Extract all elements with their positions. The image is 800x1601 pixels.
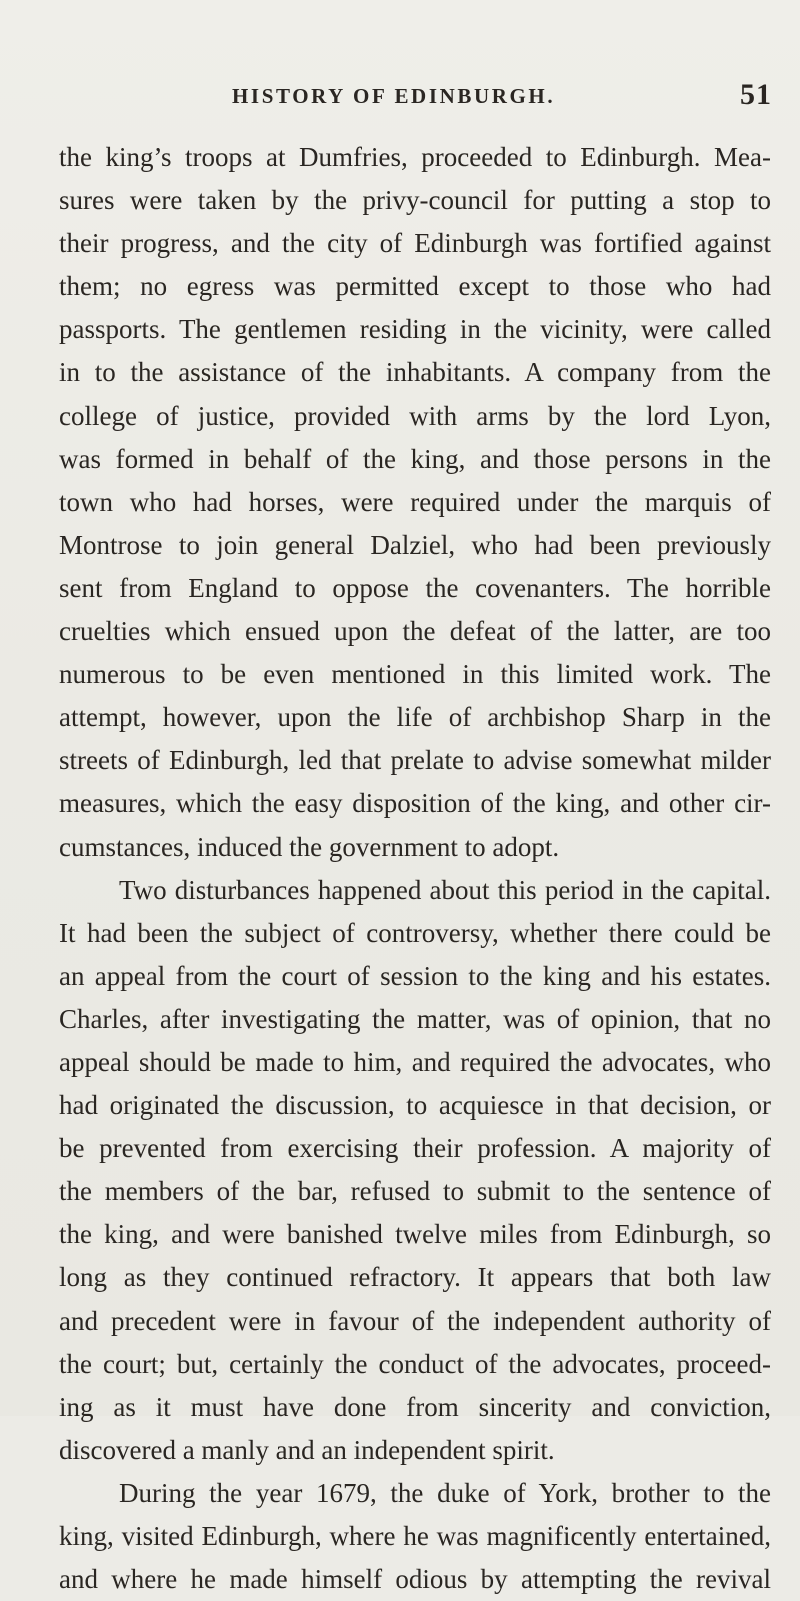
text-line: Charles, after investigating the matter, was of opinion, that no: [59, 1003, 771, 1034]
text-line: was formed in behalf of the king, and those persons in the: [59, 443, 771, 474]
running-head: [232, 76, 772, 116]
text-line: their progress, and the city of Edinburgh was fortified against: [59, 228, 771, 259]
text-line: It had been the subject of controversy, whether there could be: [59, 917, 771, 948]
paragraph-first-line: During the year 1679, the duke of York, brother to the: [119, 1477, 771, 1508]
text-line: sent from England to oppose the covenanters. The horrible: [59, 572, 771, 603]
text-line: numerous to be even mentioned in this limited work. The: [59, 659, 771, 690]
text-line: town who had horses, were required under the marquis of: [59, 486, 771, 517]
paragraph-first-line: Two disturbances happened about this period in the capital.: [119, 874, 771, 905]
text-line: ing as it must have done from sincerity and conviction,: [59, 1391, 771, 1422]
running-title: HISTORY OF EDINBURGH.: [232, 84, 556, 108]
page-number: 51: [740, 78, 772, 111]
text-line: them; no egress was permitted except to those who had: [59, 271, 771, 302]
text-line: streets of Edinburgh, led that prelate to advise somewhat milder: [59, 745, 771, 776]
text-line: college of justice, provided with arms by the lord Lyon,: [59, 400, 771, 431]
text-line: and where he made himself odious by attempting the revival: [59, 1564, 771, 1595]
text-line: the king’s troops at Dumfries, proceeded to Edinburgh. Mea-: [59, 142, 771, 172]
text-line: the court; but, certainly the conduct of the advocates, proceed-: [59, 1348, 771, 1379]
paragraph-last-line: cumstances, induced the government to adopt.: [59, 831, 560, 862]
text-line: and precedent were in favour of the independent authority of: [59, 1305, 771, 1336]
text-line: an appeal from the court of session to the king and his estates.: [59, 960, 771, 991]
text-line: attempt, however, upon the life of archbishop Sharp in the: [59, 702, 771, 733]
text-line: the king, and were banished twelve miles from Edinburgh, so: [59, 1219, 771, 1250]
text-line: had originated the discussion, to acquiesce in that decision, or: [59, 1090, 771, 1121]
text-line: passports. The gentlemen residing in the vicinity, were called: [59, 314, 771, 345]
body-text: [59, 136, 771, 1601]
text-line: sures were taken by the privy-council for putting a stop to: [59, 185, 771, 216]
text-line: appeal should be made to him, and required the advocates, who: [59, 1046, 771, 1077]
paragraph-last-line: discovered a manly and an independent spirit.: [59, 1434, 555, 1465]
text-line: in to the assistance of the inhabitants. A company from the: [59, 357, 771, 388]
text-line: king, visited Edinburgh, where he was magnificently entertained,: [59, 1521, 771, 1551]
text-line: be prevented from exercising their profession. A majority of: [59, 1133, 771, 1164]
text-line: Montrose to join general Dalziel, who had been previously: [59, 529, 771, 560]
text-line: the members of the bar, refused to submit to the sentence of: [59, 1176, 771, 1207]
text-line: long as they continued refractory. It appears that both law: [59, 1262, 771, 1293]
text-line: cruelties which ensued upon the defeat of the latter, are too: [59, 616, 771, 647]
text-line: measures, which the easy disposition of the king, and other cir-: [59, 788, 771, 819]
